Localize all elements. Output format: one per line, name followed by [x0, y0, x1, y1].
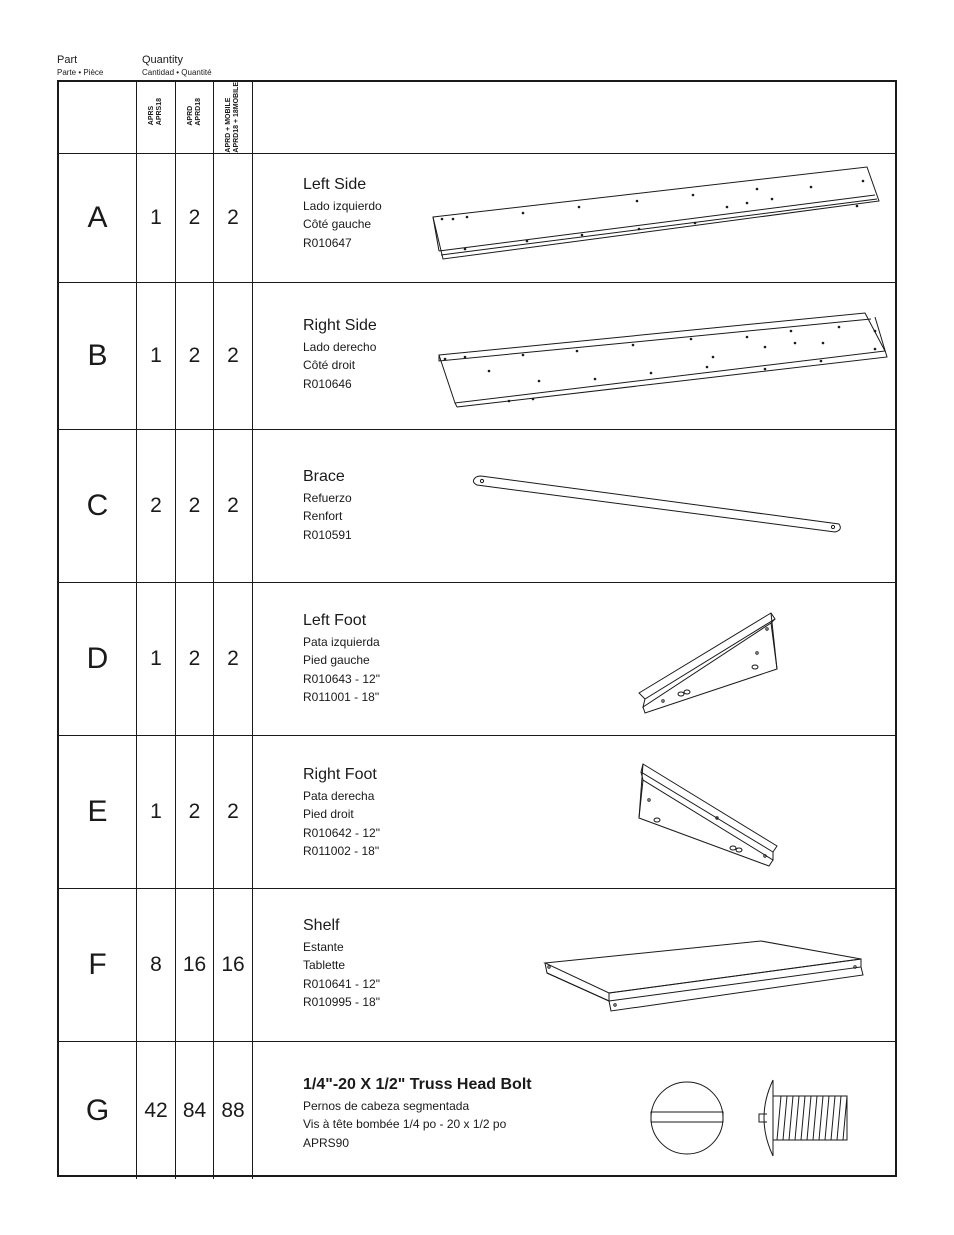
part-detail: Pata derecha: [303, 788, 375, 803]
header-blank-cell: [59, 82, 137, 153]
part-detail: Lado izquierdo: [303, 198, 382, 213]
right-side-rail-drawing: [435, 303, 895, 408]
qty-aprd-mobile: 2: [214, 154, 253, 282]
qty-aprs: 2: [137, 430, 176, 582]
part-detail: R011001 - 18": [303, 690, 380, 704]
part-name: Brace: [303, 468, 345, 485]
qty-aprd-mobile: 2: [214, 736, 253, 888]
parts-table: [57, 80, 897, 1177]
part-detail: APRS90: [303, 1135, 350, 1150]
qty-aprs: 1: [137, 583, 176, 735]
part-detail: Estante: [303, 939, 344, 954]
qty-aprs: 1: [137, 736, 176, 888]
qty-aprd: 2: [176, 154, 214, 282]
qty-aprd: 2: [176, 736, 214, 888]
qty-aprd-mobile: 2: [214, 430, 253, 582]
part-description: [303, 468, 352, 544]
part-detail: Refuerzo: [303, 490, 352, 505]
part-letter: C: [59, 430, 137, 582]
column-header-aprs: APRS APRS18: [137, 82, 176, 153]
truss-head-bolt-drawing: [647, 1074, 857, 1164]
part-letter: F: [59, 889, 137, 1041]
quantity-sublabel: Cantidad • Quantité: [142, 68, 212, 77]
qty-aprs: 1: [137, 154, 176, 282]
qty-aprd: 84: [176, 1042, 214, 1179]
qty-aprd: 2: [176, 430, 214, 582]
part-description: [303, 1076, 532, 1152]
part-name: Left Foot: [303, 612, 367, 629]
part-letter: G: [59, 1042, 137, 1179]
qty-aprs: 42: [137, 1042, 176, 1179]
part-detail: Lado derecho: [303, 339, 377, 354]
part-description: [303, 317, 377, 393]
part-detail: Renfort: [303, 509, 343, 523]
part-detail: R010643 - 12": [303, 671, 380, 686]
column-header-aprd-mobile: APRD + MOBILE APRD18 + 18MOBILE: [214, 82, 253, 153]
part-detail: R010591: [303, 527, 352, 542]
part-detail: R010995 - 18": [303, 995, 380, 1009]
part-detail: R010641 - 12": [303, 976, 380, 991]
part-detail: Pied droit: [303, 807, 354, 821]
part-detail: Pata izquierda: [303, 634, 380, 649]
qty-aprd: 2: [176, 283, 214, 429]
qty-aprs: 8: [137, 889, 176, 1041]
part-letter: A: [59, 154, 137, 282]
part-detail: R010646: [303, 376, 352, 391]
qty-aprd-mobile: 2: [214, 583, 253, 735]
part-description: [303, 176, 382, 252]
qty-aprs: 1: [137, 283, 176, 429]
qty-aprd-mobile: 88: [214, 1042, 253, 1179]
part-detail: Tablette: [303, 958, 346, 972]
part-description: [303, 917, 380, 1012]
shelf-drawing: [539, 939, 869, 1019]
part-detail: Vis à tête bombée 1/4 po - 20 x 1/2 po: [303, 1117, 507, 1131]
qty-aprd-mobile: 16: [214, 889, 253, 1041]
part-name: Right Foot: [303, 766, 377, 783]
part-row-c: [59, 430, 895, 583]
part-detail: Côté droit: [303, 358, 356, 372]
part-name: Left Side: [303, 176, 367, 193]
part-letter: E: [59, 736, 137, 888]
part-description: [303, 612, 380, 707]
part-name: Shelf: [303, 917, 340, 934]
part-detail: Côté gauche: [303, 217, 372, 231]
column-header-aprd: APRD APRD18: [176, 82, 214, 153]
part-sublabel: Parte • Pièce: [57, 68, 104, 77]
part-detail: Pied gauche: [303, 653, 370, 667]
qty-aprd: 16: [176, 889, 214, 1041]
part-row-d: [59, 583, 895, 736]
right-foot-drawing: [637, 760, 787, 872]
quantity-label: Quantity: [142, 54, 183, 66]
qty-aprd: 2: [176, 583, 214, 735]
part-row-b: [59, 283, 895, 430]
left-side-rail-drawing: [427, 159, 887, 269]
part-detail: R010647: [303, 235, 352, 250]
header-row: [59, 82, 895, 154]
part-letter: D: [59, 583, 137, 735]
part-description: [303, 766, 380, 861]
part-detail: R010642 - 12": [303, 825, 380, 840]
part-row-g: [59, 1042, 895, 1179]
brace-drawing: [467, 470, 847, 540]
part-row-e: [59, 736, 895, 889]
part-name: 1/4"-20 X 1/2" Truss Head Bolt: [303, 1076, 532, 1093]
part-row-a: [59, 154, 895, 283]
part-detail: Pernos de cabeza segmentada: [303, 1098, 470, 1113]
left-foot-drawing: [635, 609, 785, 715]
part-letter: B: [59, 283, 137, 429]
qty-aprd-mobile: 2: [214, 283, 253, 429]
part-name: Right Side: [303, 317, 377, 334]
part-row-f: [59, 889, 895, 1042]
part-detail: R011002 - 18": [303, 844, 380, 858]
part-label: Part: [57, 54, 78, 66]
